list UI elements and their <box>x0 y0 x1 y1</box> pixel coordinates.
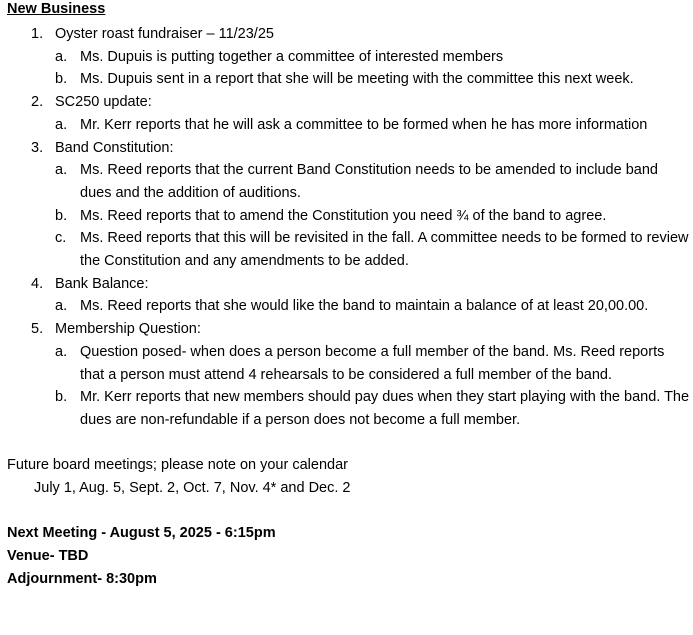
list-item <box>7 273 691 296</box>
sub-item-letter: a. <box>55 298 68 315</box>
list-item-text: Bank Balance: <box>55 275 149 292</box>
future-meetings-dates: July 1, Aug. 5, Sept. 2, Oct. 7, Nov. 4* and Dec. 2 <box>34 480 351 497</box>
business-list <box>7 23 691 432</box>
document-body <box>7 0 691 591</box>
sub-item-letter: c. <box>55 230 67 247</box>
list-item-text: SC250 update: <box>55 94 152 111</box>
sub-item <box>7 159 691 204</box>
sub-item-text: Mr. Kerr reports that new members should pay dues when they start playing with the band. The dues are non-refundable if a person does not become a full member. <box>80 389 690 428</box>
sub-item-letter: a. <box>55 162 68 179</box>
sub-item-letter: b. <box>55 389 68 406</box>
sub-item-text: Ms. Reed reports that to amend the Constitution you need ¾ of the band to agree. <box>80 207 607 224</box>
list-item-number: 5. <box>31 321 44 338</box>
venue: Venue- TBD <box>7 548 89 565</box>
sub-item <box>7 46 691 69</box>
sub-item-text: Ms. Reed reports that she would like the band to maintain a balance of at least 20,00.00. <box>80 298 649 315</box>
list-item <box>7 91 691 114</box>
sub-item <box>7 205 691 228</box>
sub-item-letter: b. <box>55 71 68 88</box>
list-item <box>7 137 691 160</box>
sub-item <box>7 114 691 137</box>
sub-item <box>7 295 691 318</box>
list-item-number: 2. <box>31 94 44 111</box>
sub-item <box>7 68 691 91</box>
adjournment: Adjournment- 8:30pm <box>7 570 157 587</box>
list-item-number: 4. <box>31 275 44 292</box>
sub-item-letter: b. <box>55 207 68 224</box>
sub-item-text: Ms. Dupuis is putting together a committee of interested members <box>80 48 504 65</box>
next-meeting: Next Meeting - August 5, 2025 - 6:15pm <box>7 525 276 542</box>
list-item-text: Band Constitution: <box>55 139 174 156</box>
sub-item <box>7 227 691 272</box>
list-item <box>7 23 691 46</box>
sub-item <box>7 386 691 431</box>
list-item-text: Oyster roast fundraiser – 11/23/25 <box>55 26 274 42</box>
list-item-number: 3. <box>31 139 44 156</box>
sub-item-text: Question posed- when does a person become a full member of the band. Ms. Reed reports that a person must attend 4 rehearsals to be considered a full member of the band. <box>80 343 665 383</box>
sub-item-text: Mr. Kerr reports that he will ask a committee to be formed when he has more information <box>80 116 648 133</box>
spacer <box>7 500 691 523</box>
sub-item-text: Ms. Dupuis sent in a report that she will be meeting with the committee this next week. <box>80 71 634 88</box>
sub-item-letter: a. <box>55 116 68 133</box>
list-item-number: 1. <box>31 26 44 42</box>
list-item-text: Membership Question: <box>55 321 201 338</box>
section-heading: New Business <box>7 1 106 17</box>
sub-item-letter: a. <box>55 343 68 360</box>
sub-item-letter: a. <box>55 48 68 65</box>
sub-item-text: Ms. Reed reports that this will be revisited in the fall. A committee needs to be formed to review the Constitution and any amendments to be added. <box>80 230 689 270</box>
future-meetings-label: Future board meetings; please note on your calendar <box>7 457 348 474</box>
sub-item-text: Ms. Reed reports that the current Band Constitution needs to be amended to include band dues and the addition of auditions. <box>80 162 658 201</box>
sub-item <box>7 341 691 386</box>
spacer <box>7 432 691 455</box>
list-item <box>7 318 691 341</box>
